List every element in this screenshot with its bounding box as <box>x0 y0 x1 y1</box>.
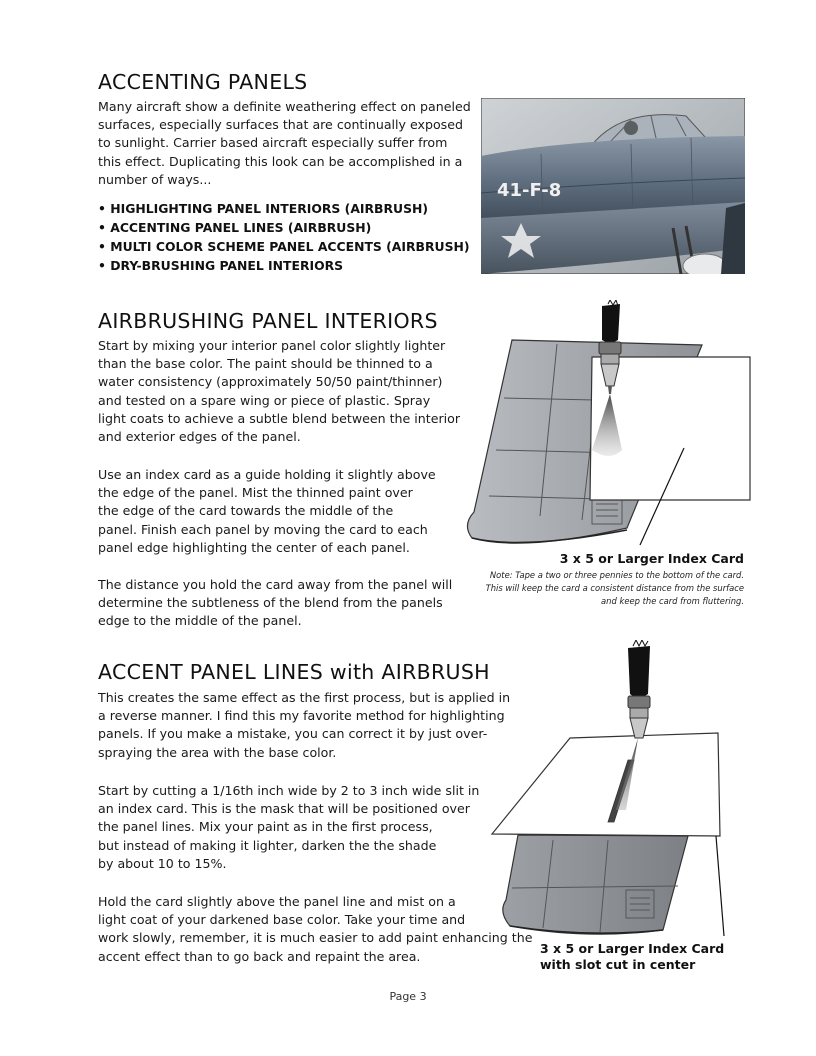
text-line: Start by mixing your interior panel color slightly lighter <box>98 338 446 353</box>
note-line: This will keep the card a consistent distance from the surface <box>485 583 744 593</box>
text-line: panel edge highlighting the center of each panel. <box>98 539 410 555</box>
caption-line: 3 x 5 or Larger Index Card <box>540 941 725 956</box>
list-item: • HIGHLIGHTING PANEL INTERIORS (AIRBRUSH) <box>98 199 470 218</box>
text-line: Many aircraft show a definite weathering effect on paneled <box>98 99 471 114</box>
text-line: but instead of making it lighter, darken the the shade <box>98 837 437 853</box>
aircraft-photo <box>481 98 745 274</box>
text-line: the panel lines. Mix your paint as in the first process, <box>98 819 433 835</box>
accent-lines-para-2 <box>98 782 498 873</box>
text-line: The distance you hold the card away from the panel will <box>98 577 453 592</box>
text-line: work slowly, remember, it is much easier to add paint enhancing the <box>98 930 533 946</box>
slotted-card-caption <box>540 941 745 973</box>
text-line: edge to the middle of the panel. <box>98 613 302 629</box>
accent-lines-para-1 <box>98 689 538 762</box>
slotted-card-wing-illustration <box>488 640 748 940</box>
page-number: Page 3 <box>389 990 427 1003</box>
text-line: panels. If you make a mistake, you can correct it by just over- <box>98 726 488 742</box>
text-line: the edge of the panel. Mist the thinned paint over <box>98 485 413 501</box>
index-card-wing-illustration <box>462 300 762 552</box>
text-line: an index card. This is the mask that will be positioned over <box>98 801 470 817</box>
caption-line: with slot cut in center <box>540 957 696 972</box>
accenting-panels-intro <box>98 98 478 189</box>
text-line: light coat of your darkened base color. Take your time and <box>98 912 466 928</box>
text-line: this effect. Duplicating this look can be accomplished in a <box>98 153 463 169</box>
text-line: and tested on a spare wing or piece of plastic. Spray <box>98 392 431 408</box>
airbrushing-para-3 <box>98 576 468 631</box>
airbrushing-para-1 <box>98 337 468 446</box>
accent-lines-para-3 <box>98 893 548 966</box>
text-line: Start by cutting a 1/16th inch wide by 2 to 3 inch wide slit in <box>98 783 480 798</box>
list-item: • MULTI COLOR SCHEME PANEL ACCENTS (AIRBRUSH) <box>98 237 470 256</box>
text-line: and exterior edges of the panel. <box>98 429 301 445</box>
text-line: determine the subtleness of the blend from the panels <box>98 595 443 611</box>
text-line: spraying the area with the base color. <box>98 744 337 760</box>
text-line: panel. Finish each panel by moving the card to each <box>98 521 428 537</box>
text-line: than the base color. The paint should be thinned to a <box>98 356 433 372</box>
text-line: water consistency (approximately 50/50 paint/thinner) <box>98 374 443 390</box>
text-line: light coats to achieve a subtle blend between the interior <box>98 410 461 426</box>
text-line: surfaces, especially surfaces that are continually exposed <box>98 117 463 133</box>
section-title-accenting-panels: ACCENTING PANELS <box>98 70 308 94</box>
text-line: accent effect than to go back and repaint the area. <box>98 948 421 964</box>
text-line: to sunlight. Carrier based aircraft especially suffer from <box>98 135 448 151</box>
text-line: by about 10 to 15%. <box>98 855 227 871</box>
index-card-caption: 3 x 5 or Larger Index Card <box>559 551 744 566</box>
methods-list <box>98 199 470 275</box>
index-card-note <box>462 569 744 608</box>
text-line: Hold the card slightly above the panel line and mist on a <box>98 894 456 909</box>
airbrushing-para-2 <box>98 466 458 557</box>
section-title-accent-panel-lines: ACCENT PANEL LINES with AIRBRUSH <box>98 660 490 684</box>
text-line: number of ways... <box>98 171 212 187</box>
aircraft-marking: 41-F-8 <box>497 180 562 201</box>
section-title-airbrushing-panel-interiors: AIRBRUSHING PANEL INTERIORS <box>98 309 438 333</box>
text-line: the edge of the card towards the middle of the <box>98 503 394 519</box>
list-item: • DRY-BRUSHING PANEL INTERIORS <box>98 256 470 275</box>
text-line: This creates the same effect as the first process, but is applied in <box>98 690 511 705</box>
note-line: Note: Tape a two or three pennies to the bottom of the card. <box>489 570 744 580</box>
text-line: Use an index card as a guide holding it slightly above <box>98 467 436 482</box>
note-line: and keep the card from fluttering. <box>601 596 744 606</box>
text-line: a reverse manner. I find this my favorite method for highlighting <box>98 708 505 724</box>
list-item: • ACCENTING PANEL LINES (AIRBRUSH) <box>98 218 470 237</box>
